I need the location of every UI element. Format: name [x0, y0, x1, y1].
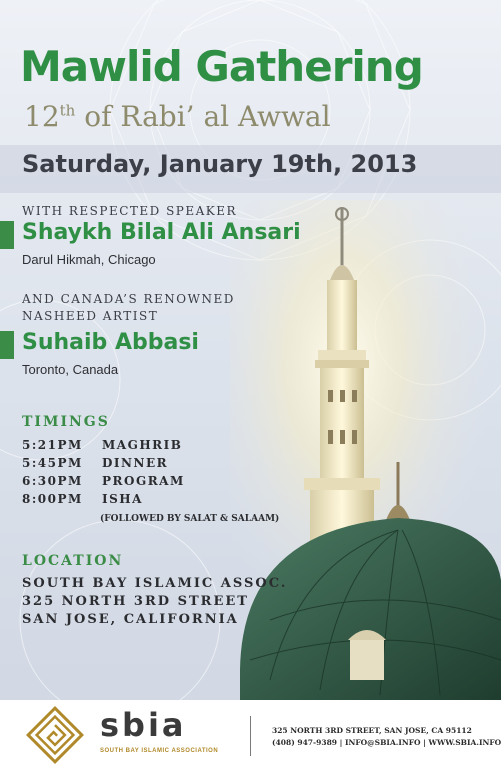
- timing-time: 5:21PM: [22, 438, 83, 452]
- location-street: 325 NORTH 3RD STREET: [22, 594, 249, 609]
- artist-intro-line2: NASHEED ARTIST: [22, 309, 159, 323]
- speaker-affiliation: Darul Hikmah, Chicago: [22, 252, 156, 267]
- location-heading: LOCATION: [22, 553, 124, 569]
- sbia-logo-icon: [26, 706, 84, 764]
- timing-note: (FOLLOWED BY SALAT & SALAAM): [100, 514, 280, 524]
- footer-divider: [250, 716, 251, 756]
- timing-event: DINNER: [102, 456, 169, 470]
- artist-city: Toronto, Canada: [22, 362, 119, 377]
- timing-event: MAGHRIB: [102, 438, 183, 452]
- speaker-intro: WITH RESPECTED SPEAKER: [22, 204, 238, 218]
- location-venue: SOUTH BAY ISLAMIC ASSOC.: [22, 576, 288, 591]
- footer: [0, 700, 501, 774]
- hijri-date: [24, 100, 331, 133]
- timing-row: [22, 438, 182, 456]
- artist-accent-bar: [0, 331, 14, 359]
- timing-event: PROGRAM: [102, 474, 185, 488]
- timing-row: [22, 474, 185, 492]
- artist-intro-line1: AND CANADA’S RENOWNED: [22, 292, 235, 306]
- timings-heading: TIMINGS: [22, 414, 110, 430]
- timing-row: [22, 456, 168, 474]
- sbia-logo-text: sbia: [100, 706, 187, 744]
- hijri-day-number: 12: [24, 100, 60, 133]
- green-dome-mosque-image: [230, 200, 501, 700]
- timing-time: 6:30PM: [22, 474, 83, 488]
- hijri-day-suffix: th: [59, 101, 76, 120]
- footer-address: 325 NORTH 3RD STREET, SAN JOSE, CA 95112: [272, 726, 472, 735]
- timing-time: 8:00PM: [22, 492, 83, 506]
- footer-contact: (408) 947-9389 | INFO@SBIA.INFO | WWW.SBIA.INFO: [272, 738, 501, 747]
- location-city: SAN JOSE, CALIFORNIA: [22, 612, 239, 627]
- timing-row: [22, 492, 143, 510]
- gregorian-date: Saturday, January 19th, 2013: [22, 150, 418, 178]
- timing-event: ISHA: [102, 492, 143, 506]
- speaker-accent-bar: [0, 221, 14, 249]
- timing-time: 5:45PM: [22, 456, 83, 470]
- hijri-month: of Rabi’ al Awwal: [75, 100, 331, 133]
- speaker-name: Shaykh Bilal Ali Ansari: [22, 220, 301, 245]
- artist-name: Suhaib Abbasi: [22, 330, 199, 355]
- sbia-tagline: SOUTH BAY ISLAMIC ASSOCIATION: [100, 748, 219, 754]
- event-title: Mawlid Gathering: [20, 42, 423, 91]
